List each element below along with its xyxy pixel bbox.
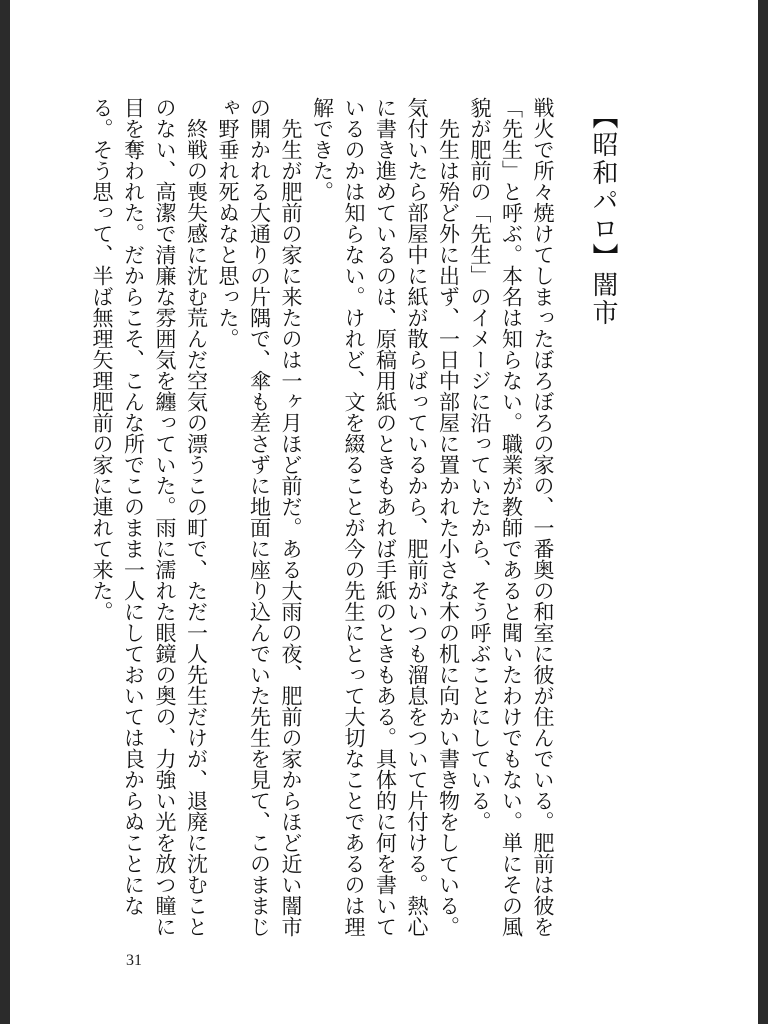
paragraph-4: 終戦の喪失感に沈む荒んだ空気の漂うこの町で、ただ一人先生だけが、退廃に沈むことのない、高潔で清廉な雰囲気を纏っていた。雨に濡れた眼鏡の奥の、力強い光を放つ瞳に目を奪われた。だからこそ、こんな所でこのまま一人にしておいては良からぬことになる。そう思って、半ば無理矢理肥前の家に連れて来た。 [90,97,209,937]
paragraph-3: 先生が肥前の家に来たのは一ヶ月ほど前だ。ある大雨の夜、肥前の家からほど近い闇市の開かれる大通りの片隅で、傘も差さずに地面に座り込んでいた先生を見て、このままじゃ野垂れ死ぬなと思った。 [216,97,303,937]
chapter-title: 【昭和パロ】闇市 [588,103,618,327]
paragraph-2: 先生は殆ど外に出ず、一日中部屋に置かれた小さな木の机に向かい書き物をしている。気付いたら部屋中に紙が散らばっているから、肥前がいつも溜息をついて片付ける。熱心に書き進めているのは、原稿用紙のときもあれば手紙のときもある。具体的に何を書いているのかは知らない。けれど、文を綴ることが今の先生にとって大切なことであるのは理解できた。 [310,97,461,937]
paragraph-1: 戦火で所々焼けてしまったぼろぼろの家の、一番奥の和室に彼が住んでいる。肥前は彼を「先生」と呼ぶ。本名は知らない。職業が教師であると聞いたわけでもない。単にその風貌が肥前の「先生」のイメージに沿っていたから、そう呼ぶことにしている。 [468,97,555,937]
page-number: 31 [126,952,142,969]
body-text [86,97,559,937]
